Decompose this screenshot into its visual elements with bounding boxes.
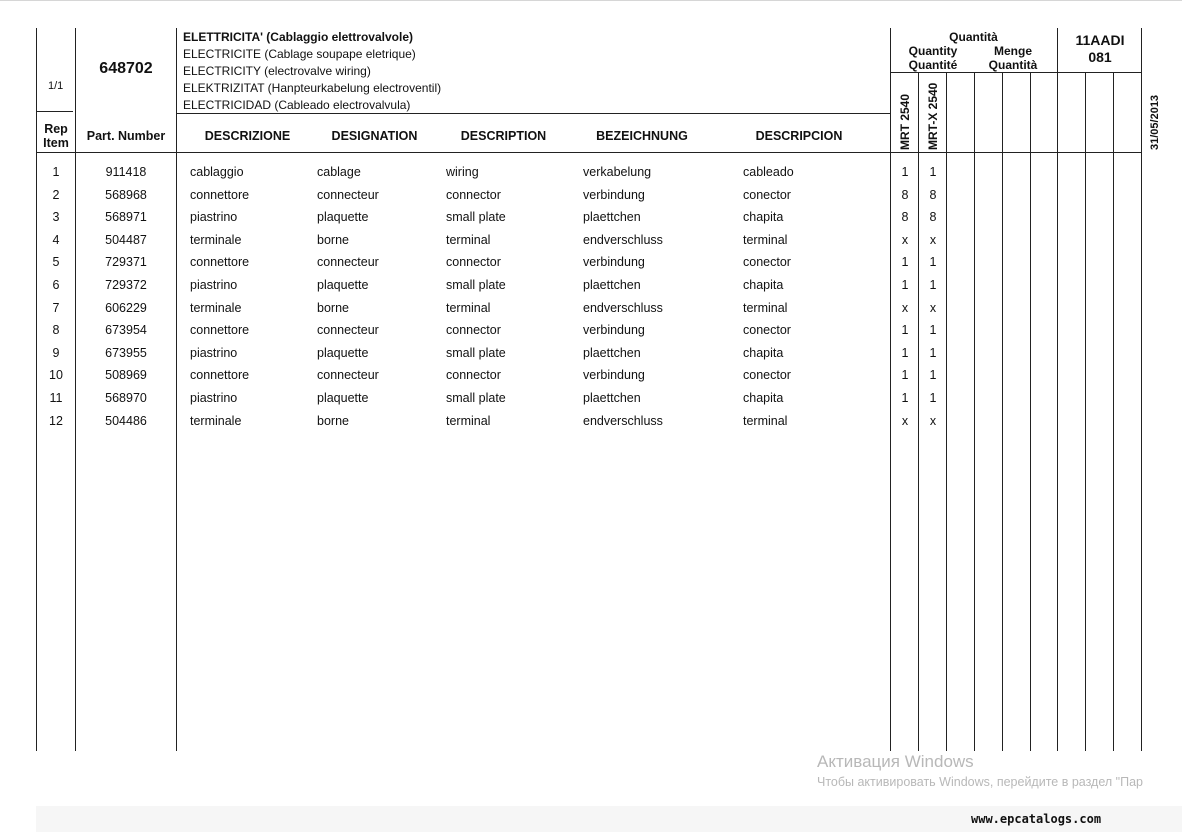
table-row	[0, 368, 1182, 390]
cell-descripcion: conector	[743, 368, 791, 383]
cell-qty-mrt: 1	[901, 278, 909, 292]
table-row	[0, 188, 1182, 210]
column-designation: DESIGNATION	[331, 129, 418, 143]
document-code	[1058, 32, 1142, 66]
cell-bezeichnung: plaettchen	[583, 345, 641, 360]
cell-qty-mrt: 1	[901, 165, 909, 179]
quantity-header-right	[973, 44, 1053, 72]
cell-descripcion: terminal	[743, 413, 788, 428]
cell-rep: 8	[52, 323, 60, 338]
table-row	[0, 210, 1182, 232]
page-top-border	[0, 0, 1182, 1]
quantity-header-title: Quantità	[949, 30, 998, 44]
table-row	[0, 414, 1182, 436]
cell-descrizione: connettore	[190, 368, 250, 383]
cell-descrizione: terminale	[190, 232, 242, 247]
title-line-fr: ELECTRICITE (Cablage soupape eletrique)	[183, 47, 416, 61]
cell-descripcion: chapita	[743, 210, 784, 225]
cell-qty-mrt: x	[901, 232, 909, 247]
cell-part-number: 568968	[105, 187, 147, 202]
cell-description: small plate	[446, 278, 506, 292]
column-bezeichnung: BEZEICHNUNG	[596, 129, 688, 143]
cell-designation: borne	[317, 300, 349, 315]
cell-qty-mrt-x: 8	[929, 210, 937, 225]
cell-qty-mrt-x: 8	[929, 187, 937, 202]
cell-descripcion: chapita	[743, 278, 784, 292]
cell-descripcion: cableado	[743, 165, 794, 179]
column-rep-item	[37, 122, 75, 150]
cell-qty-mrt-x: 1	[929, 391, 937, 405]
cell-rep: 12	[49, 413, 63, 428]
cell-qty-mrt: 1	[901, 255, 909, 270]
cell-designation: plaquette	[317, 278, 369, 292]
cell-designation: cablage	[317, 165, 361, 179]
cell-qty-mrt: 8	[901, 187, 909, 202]
cell-descrizione: connettore	[190, 323, 250, 338]
column-part-number: Part. Number	[86, 129, 166, 143]
table-row	[0, 278, 1182, 300]
cell-bezeichnung: plaettchen	[583, 278, 641, 292]
cell-qty-mrt: 1	[901, 323, 909, 338]
cell-qty-mrt-x: 1	[929, 345, 937, 360]
windows-activation-title: Активация Windows	[817, 752, 974, 771]
section-title	[183, 29, 441, 114]
quantity-label-it: Quantità	[988, 58, 1038, 72]
cell-part-number: 568971	[105, 210, 147, 225]
cell-qty-mrt: x	[901, 300, 909, 315]
cell-part-number: 673954	[105, 323, 147, 338]
cell-description: wiring	[446, 165, 479, 179]
cell-designation: connecteur	[317, 368, 379, 383]
cell-designation: connecteur	[317, 187, 379, 202]
document-code-line1: 11AADI	[1075, 32, 1125, 48]
cell-qty-mrt-x: 1	[929, 278, 937, 292]
cell-qty-mrt-x: x	[929, 232, 937, 247]
cell-part-number: 911418	[105, 165, 147, 179]
cell-description: terminal	[446, 413, 491, 428]
cell-qty-mrt-x: 1	[929, 255, 937, 270]
cell-bezeichnung: endverschluss	[583, 300, 663, 315]
title-line-en: ELECTRICITY (electrovalve wiring)	[183, 64, 371, 78]
cell-description: terminal	[446, 300, 491, 315]
catalog-number: 648702	[99, 60, 153, 77]
cell-description: connector	[446, 368, 501, 383]
cell-designation: plaquette	[317, 345, 369, 360]
cell-bezeichnung: plaettchen	[583, 391, 641, 405]
cell-qty-mrt: x	[901, 413, 909, 428]
cell-rep: 6	[52, 278, 60, 292]
table-row	[0, 323, 1182, 345]
table-row	[0, 255, 1182, 277]
cell-descrizione: cablaggio	[190, 165, 244, 179]
cell-descripcion: conector	[743, 255, 791, 270]
cell-description: connector	[446, 187, 501, 202]
cell-part-number: 504486	[105, 413, 147, 428]
cell-part-number: 508969	[105, 368, 147, 383]
document-date: 31/05/2013	[1149, 94, 1161, 150]
cell-description: connector	[446, 323, 501, 338]
cell-descrizione: connettore	[190, 255, 250, 270]
cell-descripcion: chapita	[743, 391, 784, 405]
cell-designation: borne	[317, 413, 349, 428]
cell-part-number: 673955	[105, 345, 147, 360]
cell-rep: 11	[49, 391, 63, 405]
site-link[interactable]: www.epcatalogs.com	[971, 812, 1102, 826]
cell-designation: plaquette	[317, 210, 369, 225]
cell-descrizione: piastrino	[190, 278, 238, 292]
cell-qty-mrt: 1	[901, 345, 909, 360]
cell-bezeichnung: verkabelung	[583, 165, 652, 179]
cell-description: connector	[446, 255, 501, 270]
cell-description: small plate	[446, 391, 506, 405]
cell-description: terminal	[446, 232, 491, 247]
cell-descripcion: conector	[743, 323, 791, 338]
windows-activation-text: Чтобы активировать Windows, перейдите в раздел "Пар	[817, 775, 1143, 789]
column-rep-label: Rep	[44, 122, 68, 136]
cell-designation: plaquette	[317, 391, 369, 405]
table-row	[0, 233, 1182, 255]
column-description: DESCRIPTION	[460, 129, 547, 143]
cell-qty-mrt-x: x	[929, 300, 937, 315]
cell-bezeichnung: verbindung	[583, 323, 645, 338]
cell-bezeichnung: endverschluss	[583, 413, 663, 428]
cell-bezeichnung: verbindung	[583, 368, 645, 383]
title-line-de: ELEKTRIZITAT (Hanpteurkabelung electroventil)	[183, 81, 442, 95]
cell-rep: 7	[52, 300, 60, 315]
cell-qty-mrt: 1	[901, 391, 909, 405]
cell-rep: 1	[52, 165, 60, 179]
cell-descripcion: terminal	[743, 300, 788, 315]
quantity-label-en: Quantity	[908, 44, 958, 58]
cell-designation: connecteur	[317, 255, 379, 270]
cell-rep: 2	[52, 187, 60, 202]
title-line-es: ELECTRICIDAD (Cableado electrovalvula)	[183, 98, 411, 112]
cell-descripcion: terminal	[743, 232, 788, 247]
table-row	[0, 301, 1182, 323]
cell-descrizione: piastrino	[190, 391, 238, 405]
cell-rep: 9	[52, 345, 60, 360]
cell-designation: connecteur	[317, 323, 379, 338]
document-code-line2: 081	[1088, 49, 1112, 65]
cell-descrizione: terminale	[190, 300, 242, 315]
model-column-mrt-x: MRT-X 2540	[926, 82, 940, 150]
page-reference: 1/1	[48, 80, 64, 92]
quantity-label-fr: Quantité	[908, 58, 958, 72]
cell-description: small plate	[446, 210, 506, 225]
model-column-mrt: MRT 2540	[898, 93, 912, 150]
cell-descrizione: connettore	[190, 187, 250, 202]
cell-descrizione: piastrino	[190, 345, 238, 360]
cell-part-number: 504487	[105, 232, 147, 247]
cell-descrizione: terminale	[190, 413, 242, 428]
cell-bezeichnung: verbindung	[583, 187, 645, 202]
cell-bezeichnung: plaettchen	[583, 210, 641, 225]
table-row	[0, 165, 1182, 187]
cell-part-number: 568970	[105, 391, 147, 405]
table-row	[0, 391, 1182, 413]
cell-designation: borne	[317, 232, 349, 247]
cell-qty-mrt-x: x	[929, 413, 937, 428]
column-descrizione: DESCRIZIONE	[204, 129, 291, 143]
cell-rep: 3	[52, 210, 60, 225]
cell-part-number: 606229	[105, 300, 147, 315]
cell-qty-mrt-x: 1	[929, 368, 937, 383]
quantity-header-left	[893, 44, 973, 72]
table-row	[0, 346, 1182, 368]
cell-rep: 4	[52, 232, 60, 247]
cell-rep: 10	[49, 368, 63, 383]
quantity-label-de: Menge	[993, 44, 1032, 58]
cell-description: small plate	[446, 345, 506, 360]
cell-descripcion: chapita	[743, 345, 784, 360]
cell-qty-mrt-x: 1	[929, 165, 937, 179]
cell-descripcion: conector	[743, 187, 791, 202]
cell-qty-mrt: 1	[901, 368, 909, 383]
cell-part-number: 729371	[105, 255, 147, 270]
cell-descrizione: piastrino	[190, 210, 238, 225]
cell-qty-mrt: 8	[901, 210, 909, 225]
column-item-label: Item	[43, 136, 69, 150]
cell-rep: 5	[52, 255, 60, 270]
cell-bezeichnung: verbindung	[583, 255, 645, 270]
cell-part-number: 729372	[105, 278, 147, 292]
cell-bezeichnung: endverschluss	[583, 232, 663, 247]
column-descripcion: DESCRIPCION	[755, 129, 843, 143]
title-line-it: ELETTRICITA' (Cablaggio elettrovalvole)	[183, 30, 413, 44]
cell-qty-mrt-x: 1	[929, 323, 937, 338]
